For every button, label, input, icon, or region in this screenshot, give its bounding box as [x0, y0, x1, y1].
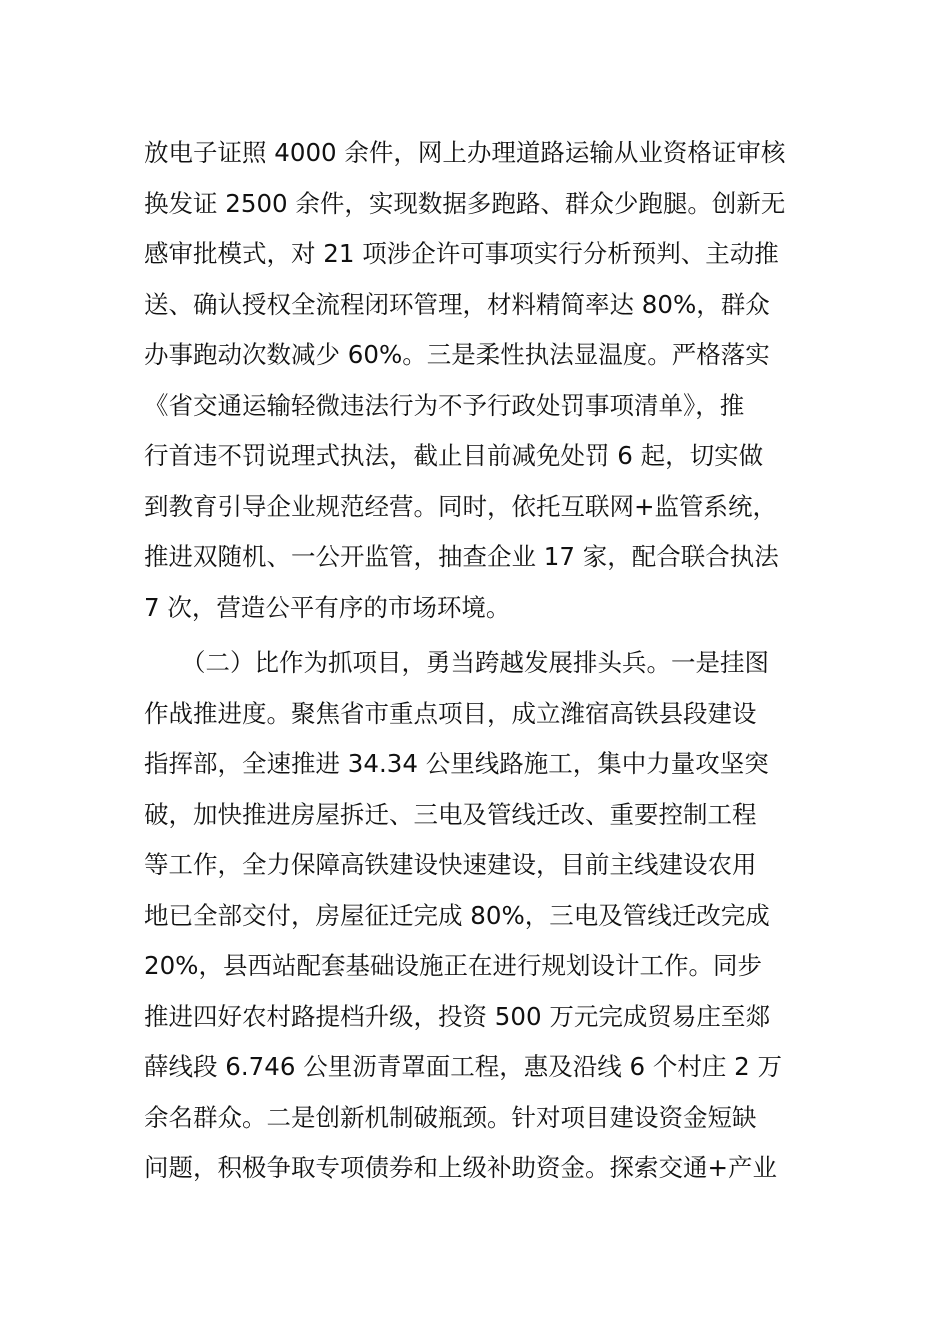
paragraph-line: 作战推进度。聚焦省市重点项目，成立潍宿高铁县段建设: [144, 698, 757, 728]
paragraph-line: 感审批模式，对 21 项涉企许可事项实行分析预判、主动推: [144, 239, 779, 268]
paragraph-line: 20%，县西站配套基础设施正在进行规划设计工作。同步: [144, 951, 762, 980]
paragraph-line: 7 次，营造公平有序的市场环境。: [144, 592, 511, 622]
paragraph-line: 指挥部，全速推进 34.34 公里线路施工，集中力量攻坚突: [144, 749, 769, 778]
paragraph-line: 《省交通运输轻微违法行为不予行政处罚事项清单》，推: [144, 390, 745, 420]
paragraph-2: [144, 638, 808, 1194]
paragraph-line: 推进四好农村路提档升级，投资 500 万元完成贸易庄至郯: [144, 1001, 770, 1031]
paragraph-line: 行首违不罚说理式执法，截止目前减免处罚 6 起，切实做: [144, 441, 764, 470]
paragraph-line: 破，加快推进房屋拆迁、三电及管线迁改、重要控制工程: [144, 799, 757, 829]
paragraph-line: 地已全部交付，房屋征迁完成 80%，三电及管线迁改完成: [144, 900, 770, 930]
paragraph-line: 送、确认授权全流程闭环管理，材料精简率达 80%，群众: [144, 289, 770, 319]
paragraph-line: 放电子证照 4000 余件，网上办理道路运输从业资格证审核: [144, 138, 786, 167]
paragraph-1: [144, 128, 808, 633]
paragraph-line: 推进双随机、一公开监管，抽查企业 17 家，配合联合执法: [144, 542, 779, 571]
paragraph-line: 问题，积极争取专项债券和上级补助资金。探索交通+产业: [144, 1153, 778, 1182]
paragraph-line: 余名群众。二是创新机制破瓶颈。针对项目建设资金短缺: [144, 1102, 757, 1132]
paragraph-line: 换发证 2500 余件，实现数据多跑路、群众少跑腿。创新无: [144, 188, 786, 218]
paragraph-line: 等工作，全力保障高铁建设快速建设，目前主线建设农用: [144, 850, 757, 879]
paragraph-line: （二）比作为抓项目，勇当跨越发展排头兵。一是挂图: [181, 648, 769, 677]
paragraph-line: 薛线段 6.746 公里沥青罩面工程，惠及沿线 6 个村庄 2 万: [144, 1052, 783, 1081]
paragraph-line: 办事跑动次数减少 60%。三是柔性执法显温度。严格落实: [144, 340, 770, 369]
paragraph-line: 到教育引导企业规范经营。同时，依托互联网+监管系统，: [144, 491, 778, 521]
